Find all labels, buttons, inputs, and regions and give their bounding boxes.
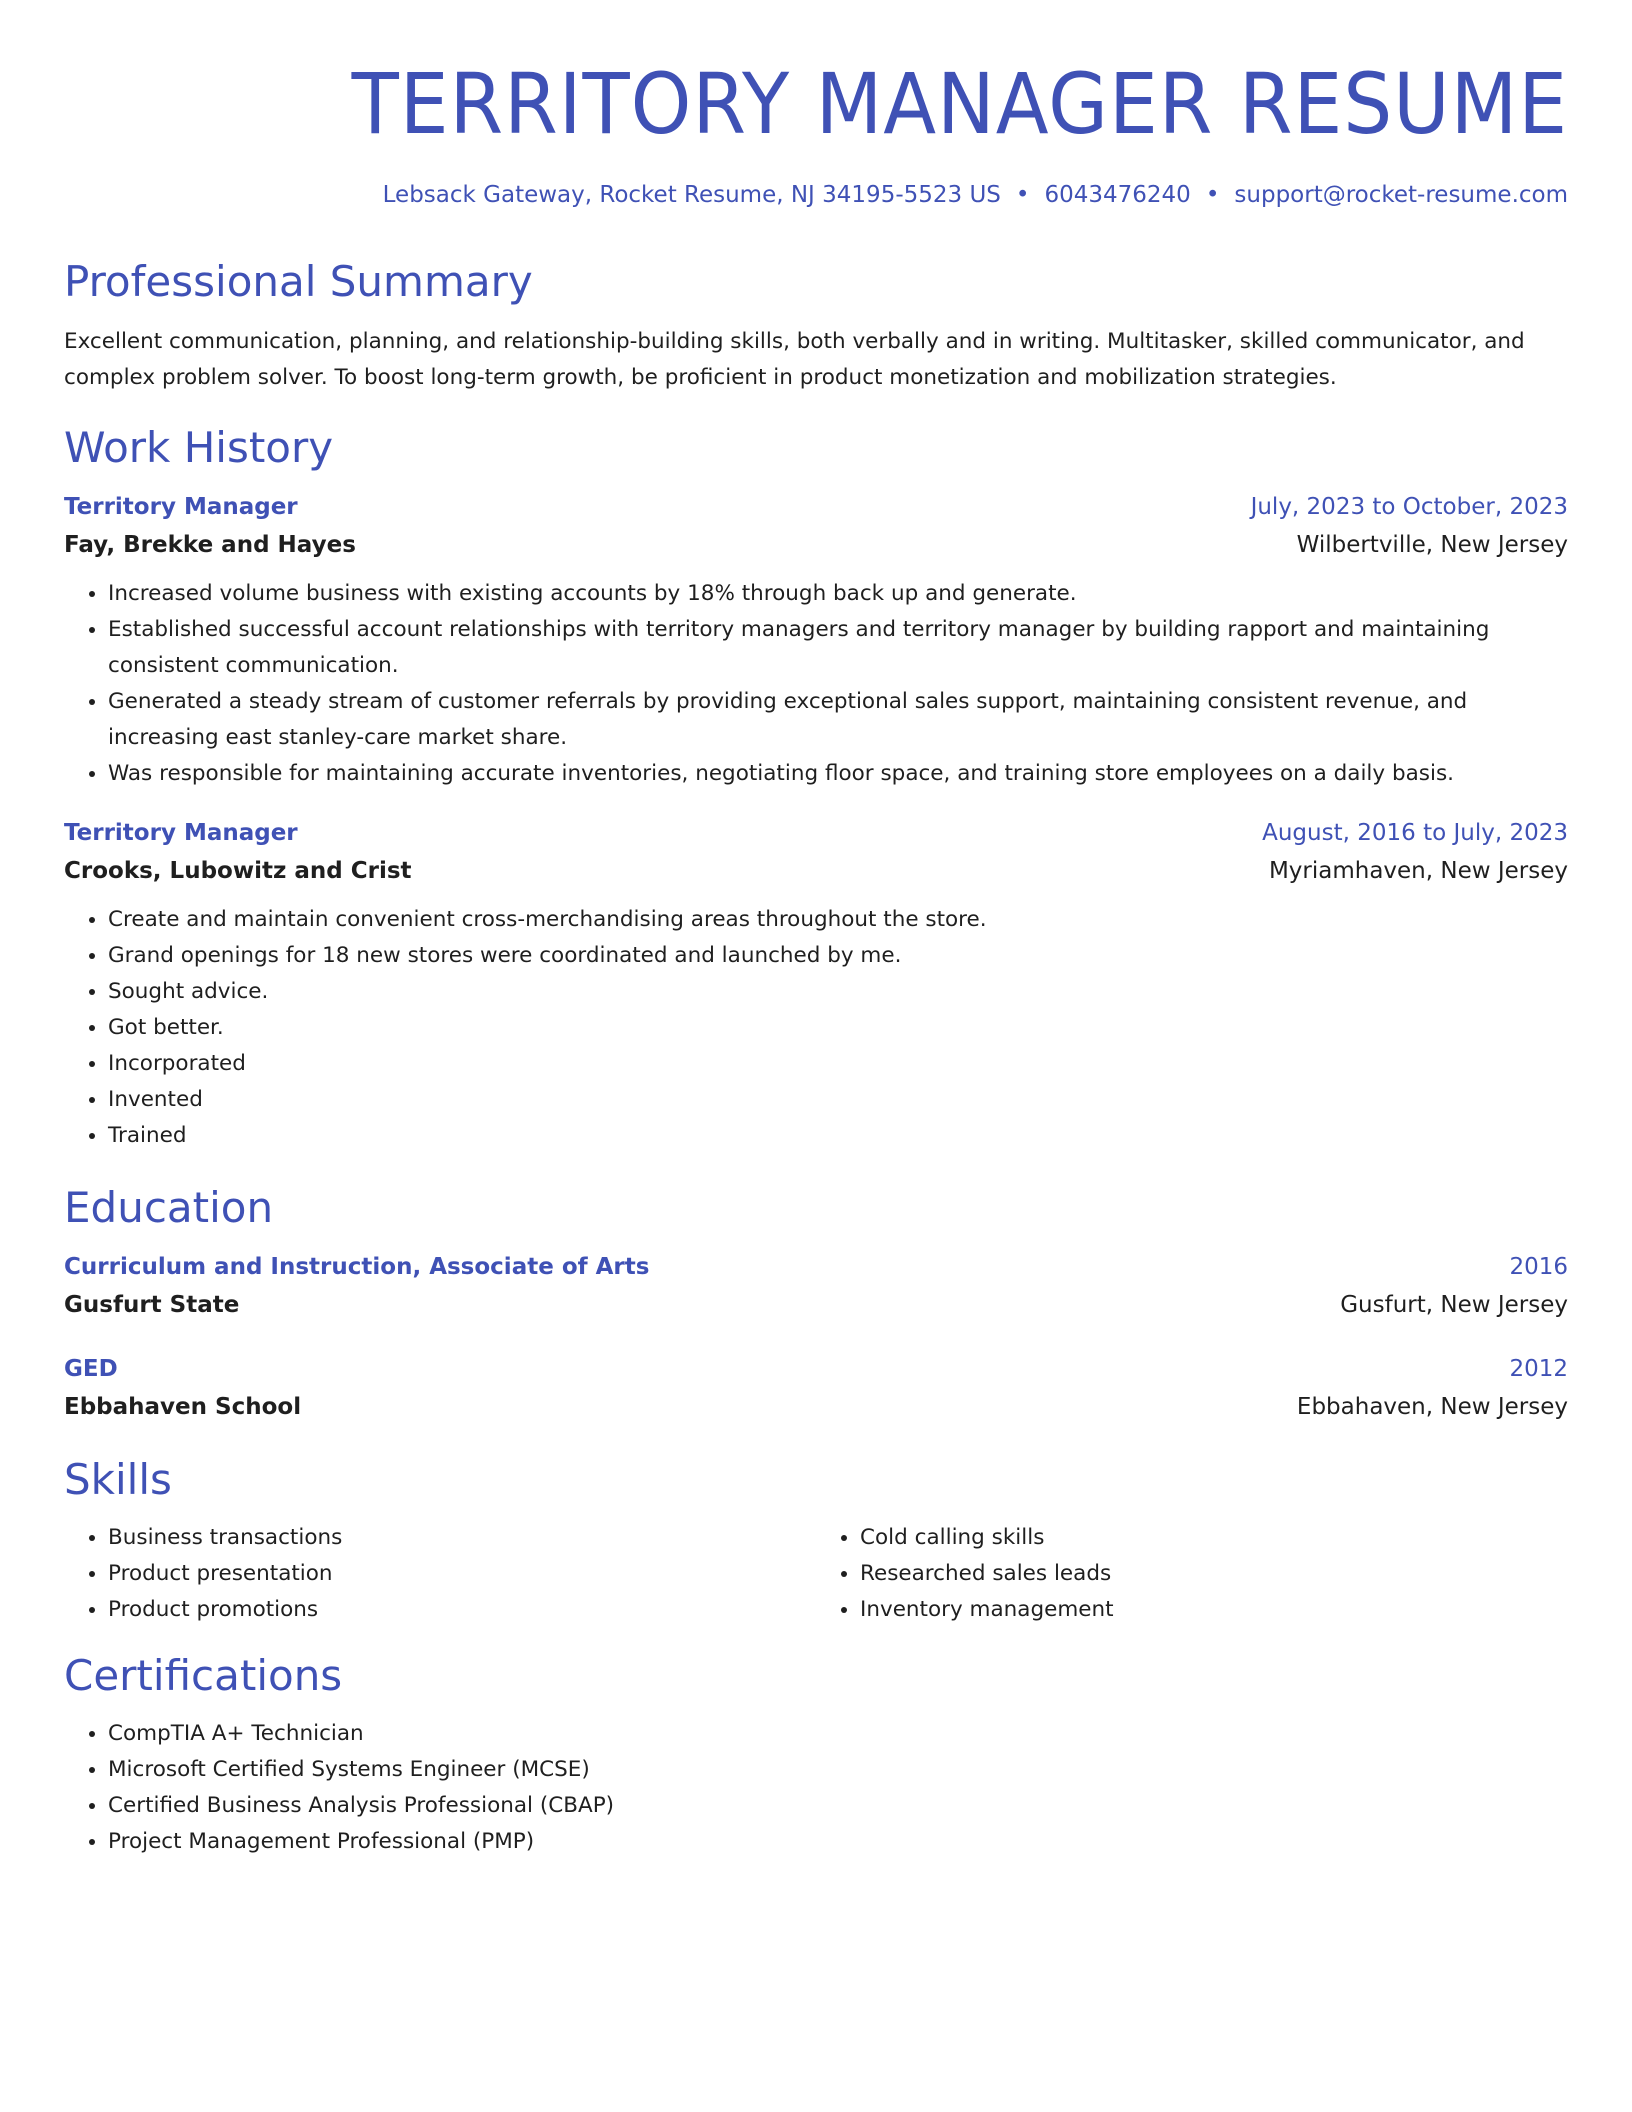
contact-separator: • — [1015, 182, 1030, 208]
certifications-heading: Certifications — [64, 1651, 343, 1700]
education-degree: Curriculum and Instruction, Associate of Arts — [64, 1254, 650, 1280]
job-company: Crooks, Lubowitz and Crist — [64, 858, 412, 884]
list-item: • Business transactions — [108, 1520, 816, 1556]
list-item: • Increased volume business with existing accounts by 18% through back up and generate. — [108, 576, 1568, 612]
list-item: • Cold calling skills — [860, 1520, 1568, 1556]
list-item: • Generated a steady stream of customer referrals by providing exceptional sales support, maintaining consistent revenue, and increasing east stanley-care market share. — [108, 684, 1568, 756]
list-item: • Microsoft Certified Systems Engineer (MCSE) — [108, 1752, 1568, 1788]
skills-columns — [64, 1508, 1568, 1628]
list-item: • Got better. — [108, 1010, 1568, 1046]
job-dates: August, 2016 to July, 2023 — [1262, 820, 1568, 846]
list-item: • Researched sales leads — [860, 1556, 1568, 1592]
list-item: • Product presentation — [108, 1556, 816, 1592]
list-item: • Invented — [108, 1082, 1568, 1118]
list-item: • Incorporated — [108, 1046, 1568, 1082]
summary-heading: Professional Summary — [64, 257, 533, 306]
certifications-section — [64, 1648, 1568, 1860]
job-dates: July, 2023 to October, 2023 — [1250, 494, 1568, 520]
skills-list-left — [64, 1520, 816, 1628]
job-title: Territory Manager — [64, 820, 298, 846]
job-title: Territory Manager — [64, 494, 298, 520]
job-location: Myriamhaven, New Jersey — [1268, 858, 1568, 884]
education-school: Ebbahaven School — [64, 1394, 302, 1420]
education-entry — [64, 1350, 1568, 1426]
resume-page — [64, 0, 1568, 1860]
list-item: • Grand openings for 18 new stores were coordinated and launched by me. — [108, 938, 1568, 974]
job-bullets — [64, 576, 1568, 792]
education-school: Gusfurt State — [64, 1292, 240, 1318]
resume-title: TERRITORY MANAGER RESUME — [351, 55, 1568, 153]
job-location: Wilbertville, New Jersey — [1296, 532, 1568, 558]
contact-address: Lebsack Gateway, Rocket Resume, NJ 34195-5523 US — [382, 182, 1001, 208]
list-item: • Was responsible for maintaining accurate inventories, negotiating floor space, and training store employees on a daily basis. — [108, 756, 1568, 792]
list-item: • Established successful account relationships with territory managers and territory manager by building rapport and maintaining consistent communication. — [108, 612, 1568, 684]
education-entry — [64, 1248, 1568, 1324]
contact-phone: 6043476240 — [1044, 182, 1191, 208]
contact-email[interactable]: support@rocket-resume.com — [1234, 182, 1568, 208]
list-item: • Project Management Professional (PMP) — [108, 1824, 1568, 1860]
work-history-section — [64, 420, 1568, 1154]
list-item: • Create and maintain convenient cross-merchandising areas throughout the store. — [108, 902, 1568, 938]
job-entry — [64, 488, 1568, 792]
education-year: 2016 — [1509, 1254, 1568, 1280]
skills-list-right — [816, 1520, 1568, 1628]
education-year: 2012 — [1509, 1356, 1568, 1382]
education-location: Ebbahaven, New Jersey — [1296, 1394, 1568, 1420]
job-bullets — [64, 902, 1568, 1154]
skills-heading: Skills — [64, 1455, 172, 1504]
education-heading: Education — [64, 1183, 274, 1232]
list-item: • Product promotions — [108, 1592, 816, 1628]
list-item: • Certified Business Analysis Professional (CBAP) — [108, 1788, 1568, 1824]
list-item: • Sought advice. — [108, 974, 1568, 1010]
job-company: Fay, Brekke and Hayes — [64, 532, 356, 558]
job-entry — [64, 814, 1568, 1154]
work-history-heading: Work History — [64, 423, 334, 472]
education-degree: GED — [64, 1356, 118, 1382]
education-section — [64, 1180, 1568, 1426]
list-item: • Inventory management — [860, 1592, 1568, 1628]
contact-separator: • — [1205, 182, 1220, 208]
contact-line — [64, 182, 1568, 208]
skills-section — [64, 1452, 1568, 1628]
list-item: • CompTIA A+ Technician — [108, 1716, 1568, 1752]
education-location: Gusfurt, New Jersey — [1340, 1292, 1568, 1318]
summary-text: Excellent communication, planning, and relationship-building skills, both verbally and in writing. Multitasker, skilled communicator, and complex problem solver. To boost long-term growth, be proficient in product monetization and mobilization strategies. — [64, 329, 1525, 390]
certifications-list — [64, 1716, 1568, 1860]
summary-section — [64, 254, 1568, 396]
list-item: • Trained — [108, 1118, 1568, 1154]
